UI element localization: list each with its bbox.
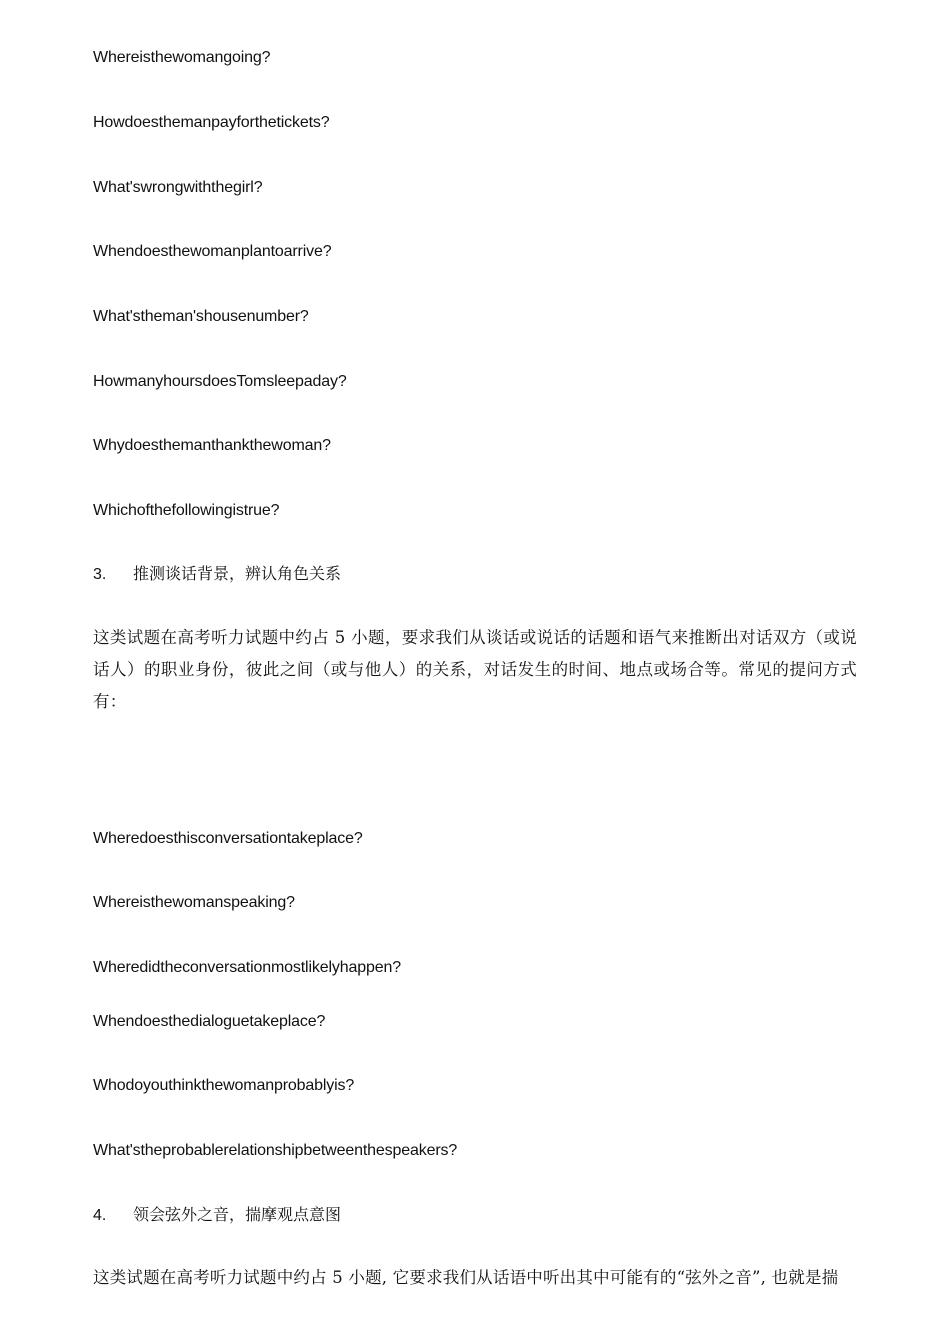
question-line: What'swrongwiththegirl? xyxy=(93,179,263,196)
question-line: Wheredidtheconversationmostlikelyhappen? xyxy=(93,959,401,976)
question-line: Whereisthewomanspeaking? xyxy=(93,894,295,911)
section-heading-4 xyxy=(93,1205,341,1226)
question-line: Whichofthefollowingistrue? xyxy=(93,502,280,519)
question-line: Whendoesthedialoguetakeplace? xyxy=(93,1013,326,1030)
question-line: Whendoesthewomanplantoarrive? xyxy=(93,243,332,260)
question-line: Whodoyouthinkthewomanprobablyis? xyxy=(93,1077,355,1094)
section-paragraph-4: 这类试题在高考听力试题中约占 5 小题, 它要求我们从话语中听出其中可能有的“弦外之音”, 也就是揣 xyxy=(93,1268,839,1287)
question-line: What'stheman'shousenumber? xyxy=(93,308,309,325)
question-line: Whydoesthemanthankthewoman? xyxy=(93,437,331,454)
question-line: Whereisthewomangoing? xyxy=(93,49,271,66)
section-number: 4. xyxy=(93,1207,107,1224)
question-line: What'stheprobablerelationshipbetweenthespeakers? xyxy=(93,1142,458,1159)
section-paragraph-3: 这类试题在高考听力试题中约占 5 小题，要求我们从谈话或说话的话题和语气来推断出对话双方（或说话人）的职业身份，彼此之间（或与他人）的关系，对话发生的时间、地点或场合等。常见的提问方式有： xyxy=(93,628,857,711)
section-number: 3. xyxy=(93,566,107,583)
question-line: Howdoesthemanpayforthetickets? xyxy=(93,114,330,131)
section-title: 领会弦外之音，揣摩观点意图 xyxy=(133,1205,342,1224)
section-heading-3 xyxy=(93,564,341,585)
question-line: HowmanyhoursdoesTomsleepaday? xyxy=(93,373,347,390)
section-title: 推测谈话背景，辨认角色关系 xyxy=(133,564,342,583)
question-line: Wheredoesthisconversationtakeplace? xyxy=(93,830,363,847)
